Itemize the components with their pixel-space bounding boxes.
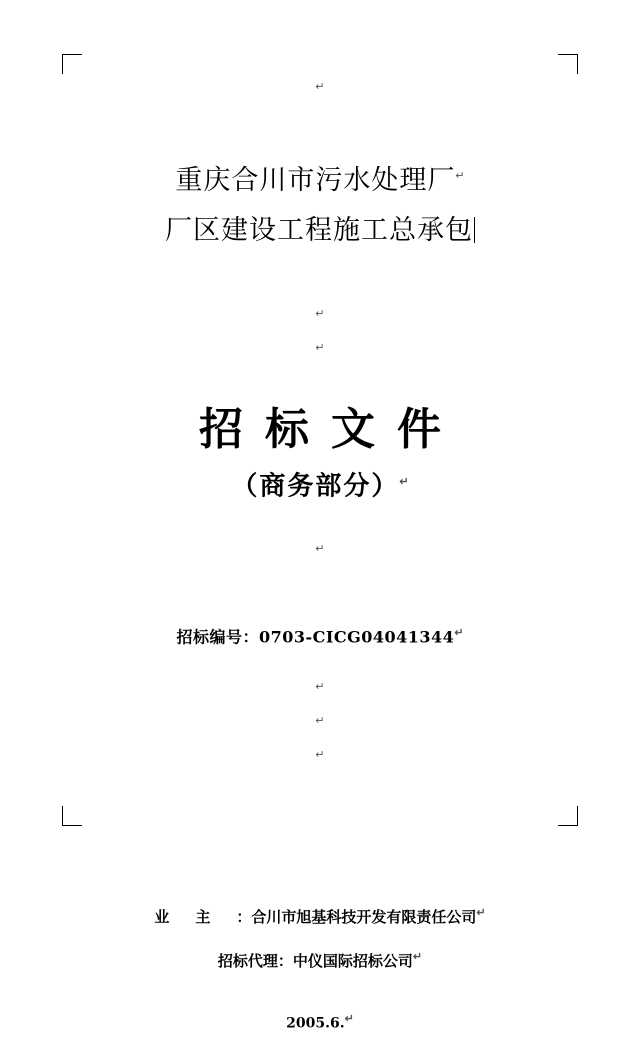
empty-paragraph-5	[78, 670, 562, 704]
paragraph-mark-icon: ↵	[399, 476, 409, 488]
empty-paragraph-1	[78, 70, 562, 104]
crop-mark-bottom-right	[558, 806, 578, 826]
cover-title-line-2-text: 厂区建设工程施工总承包	[165, 215, 473, 246]
paragraph-mark-icon: ↵	[412, 950, 423, 963]
paragraph-mark-icon: ↵	[344, 1012, 354, 1025]
owner-value: 合川市旭基科技开发有限责任公司	[251, 907, 477, 926]
owner-separator: ：	[236, 907, 252, 926]
cover-title-line-1	[78, 152, 562, 205]
empty-paragraph-4	[78, 532, 562, 566]
paragraph-mark-icon: ↵	[315, 680, 325, 693]
agent-value: 中仪国际招标公司	[292, 951, 413, 970]
main-heading-text: 招标文件	[199, 404, 463, 455]
owner-row	[78, 898, 562, 932]
paragraph-mark-icon: ↵	[454, 626, 464, 639]
empty-paragraph-6	[78, 704, 562, 738]
document-content	[78, 70, 562, 1032]
bid-number-text: 招标编号：0703-CICG04041344	[176, 626, 455, 646]
empty-paragraph-2	[78, 297, 562, 331]
owner-label: 业主	[154, 907, 237, 926]
subtitle-text: （商务部分）	[231, 471, 400, 502]
paragraph-mark-icon: ↵	[315, 714, 325, 727]
paragraph-mark-icon: ↵	[315, 308, 325, 320]
paragraph-mark-icon: ↵	[315, 342, 325, 354]
crop-mark-bottom-left	[62, 806, 82, 826]
date-text: 2005.6.	[286, 1015, 345, 1032]
paragraph-mark-icon: ↵	[455, 170, 465, 182]
date-row	[78, 1006, 562, 1037]
agent-label: 招标代理	[217, 951, 278, 970]
agent-row	[78, 942, 562, 976]
bid-number	[78, 618, 562, 652]
cover-title-line-2	[78, 207, 562, 255]
agent-separator: ：	[277, 951, 293, 970]
text-cursor	[474, 217, 475, 243]
empty-paragraph-7	[78, 738, 562, 772]
cover-title-line-1-text: 重庆合川市污水处理厂	[175, 165, 456, 196]
paragraph-mark-icon: ↵	[315, 748, 325, 761]
paragraph-mark-icon: ↵	[315, 542, 325, 555]
subtitle	[78, 463, 562, 506]
paragraph-mark-icon: ↵	[315, 81, 325, 93]
paragraph-mark-icon: ↵	[476, 906, 486, 919]
empty-paragraph-3	[78, 331, 562, 365]
main-heading	[78, 401, 562, 459]
